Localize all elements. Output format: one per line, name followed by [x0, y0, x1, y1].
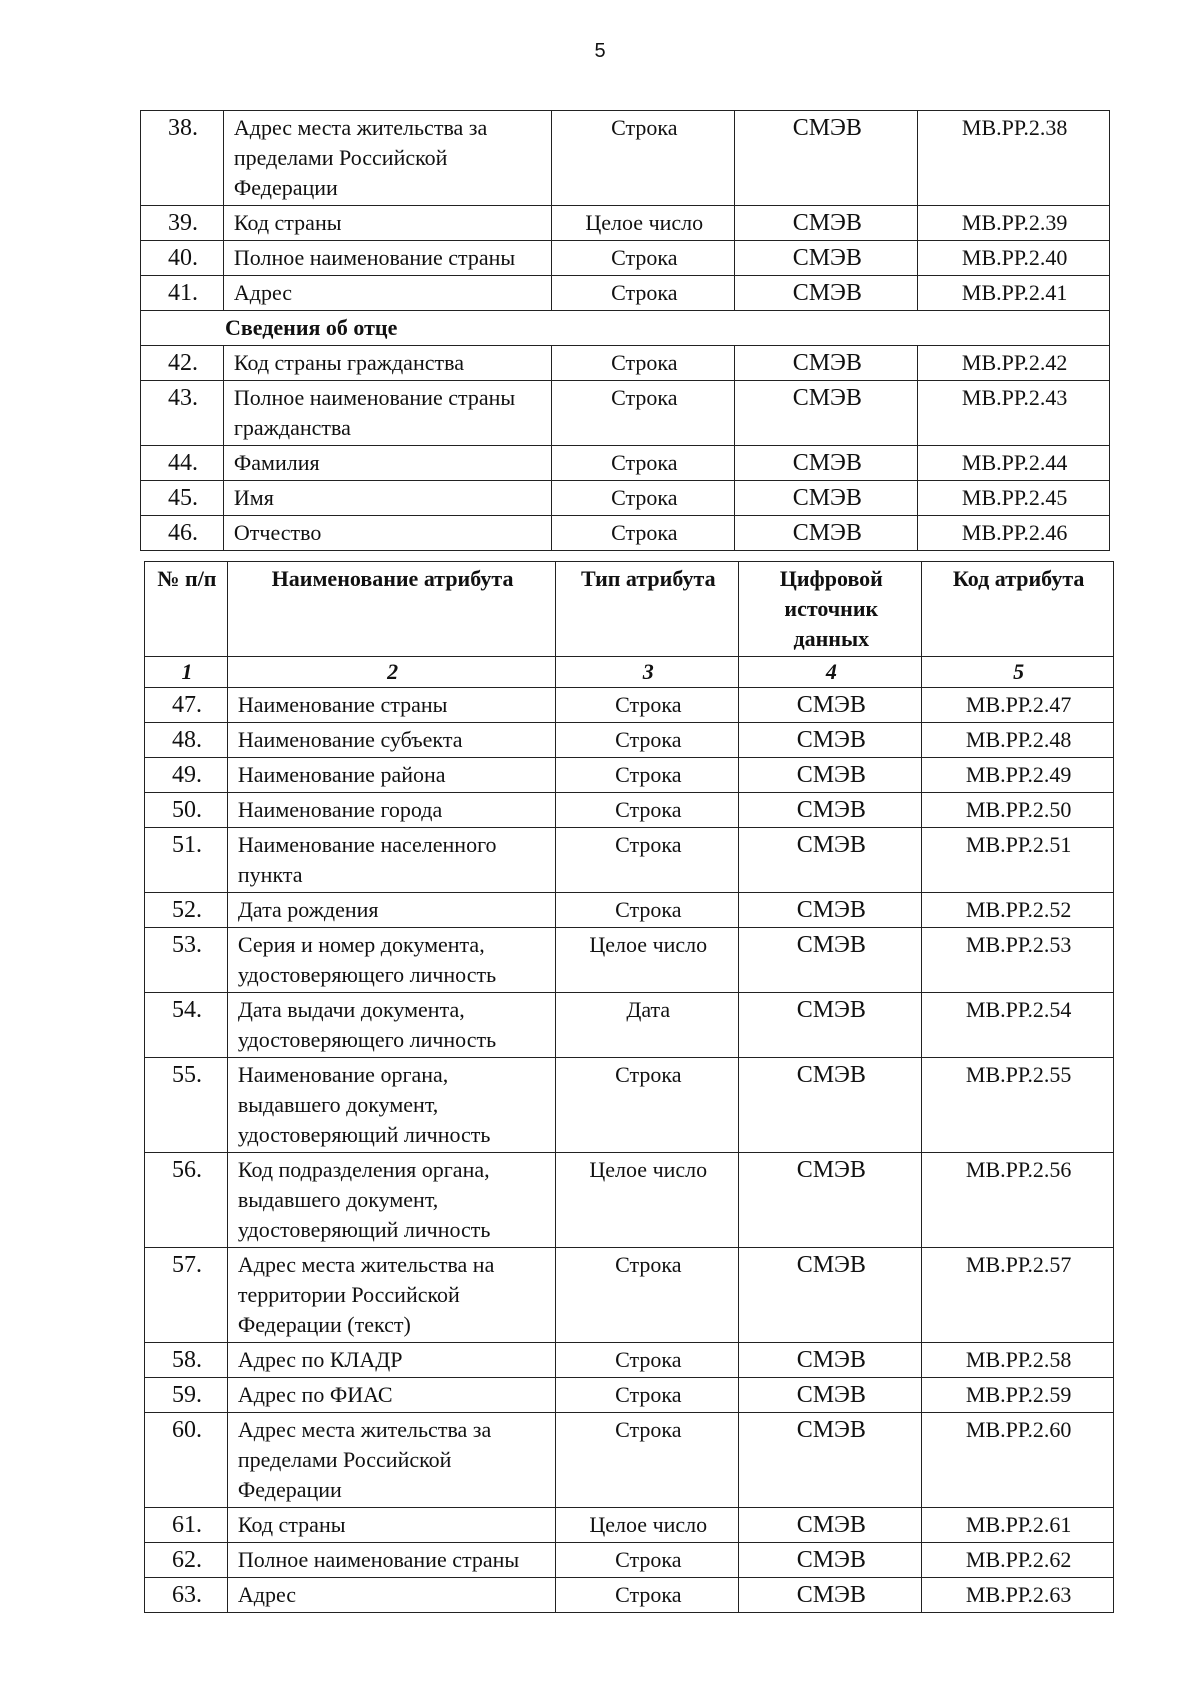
table-header-row	[145, 562, 1114, 657]
data-source: СМЭВ	[735, 241, 918, 276]
attribute-name: Имя	[223, 481, 551, 516]
attribute-type: Строка	[556, 723, 739, 758]
data-source: СМЭВ	[739, 1508, 922, 1543]
attribute-type: Целое число	[552, 206, 735, 241]
column-number-1: 1	[145, 657, 228, 688]
attribute-name: Адрес места жительства на территории Российской Федерации (текст)	[227, 1248, 555, 1343]
attribute-type: Строка	[552, 241, 735, 276]
table-row	[141, 276, 1110, 311]
attribute-name: Наименование страны	[227, 688, 555, 723]
table-row	[145, 893, 1114, 928]
data-source: СМЭВ	[739, 1343, 922, 1378]
row-number: 59.	[145, 1378, 228, 1413]
data-source: СМЭВ	[739, 758, 922, 793]
row-number: 61.	[145, 1508, 228, 1543]
row-number: 42.	[141, 346, 224, 381]
attribute-code: МВ.РР.2.60	[922, 1413, 1114, 1508]
row-number: 46.	[141, 516, 224, 551]
row-number: 55.	[145, 1058, 228, 1153]
attribute-name: Серия и номер документа, удостоверяющего личность	[227, 928, 555, 993]
attribute-name: Адрес по ФИАС	[227, 1378, 555, 1413]
attribute-name: Адрес по КЛАДР	[227, 1343, 555, 1378]
attribute-name: Код страны	[227, 1508, 555, 1543]
attribute-type: Целое число	[556, 1153, 739, 1248]
column-number-3: 3	[556, 657, 739, 688]
attribute-code: МВ.РР.2.62	[922, 1543, 1114, 1578]
data-source: СМЭВ	[739, 1248, 922, 1343]
attribute-code: МВ.РР.2.47	[922, 688, 1114, 723]
row-number: 47.	[145, 688, 228, 723]
data-source: СМЭВ	[739, 928, 922, 993]
column-number-2: 2	[227, 657, 555, 688]
table-row	[141, 481, 1110, 516]
row-number: 50.	[145, 793, 228, 828]
row-number: 51.	[145, 828, 228, 893]
attribute-type: Строка	[556, 688, 739, 723]
attribute-code: МВ.РР.2.59	[922, 1378, 1114, 1413]
table-row	[141, 381, 1110, 446]
attribute-type: Дата	[556, 993, 739, 1058]
attribute-type: Строка	[556, 1248, 739, 1343]
attribute-type: Строка	[556, 758, 739, 793]
data-source: СМЭВ	[739, 1413, 922, 1508]
header-number: № п/п	[145, 562, 228, 657]
row-number: 40.	[141, 241, 224, 276]
header-attribute-name: Наименование атрибута	[227, 562, 555, 657]
attribute-code: МВ.РР.2.54	[922, 993, 1114, 1058]
attribute-name: Адрес	[223, 276, 551, 311]
header-attribute-type: Тип атрибута	[556, 562, 739, 657]
attribute-name: Код страны гражданства	[223, 346, 551, 381]
attribute-code: МВ.РР.2.49	[922, 758, 1114, 793]
table-row	[145, 688, 1114, 723]
attribute-name: Адрес	[227, 1578, 555, 1613]
rows-after-section	[141, 346, 1110, 551]
header-data-source: Цифровой источник данных	[739, 562, 922, 657]
row-number: 52.	[145, 893, 228, 928]
attribute-code: МВ.РР.2.39	[918, 206, 1110, 241]
attribute-name: Наименование города	[227, 793, 555, 828]
table-row	[145, 1543, 1114, 1578]
attribute-code: МВ.РР.2.53	[922, 928, 1114, 993]
attribute-type: Строка	[556, 1543, 739, 1578]
row-number: 56.	[145, 1153, 228, 1248]
table-row	[145, 1378, 1114, 1413]
attribute-code: МВ.РР.2.63	[922, 1578, 1114, 1613]
table-row	[145, 1508, 1114, 1543]
attributes-table	[144, 561, 1114, 1613]
row-number: 43.	[141, 381, 224, 446]
table-row	[141, 111, 1110, 206]
data-source: СМЭВ	[735, 111, 918, 206]
attribute-type: Строка	[552, 446, 735, 481]
table-row	[145, 1153, 1114, 1248]
row-number: 48.	[145, 723, 228, 758]
attribute-code: МВ.РР.2.44	[918, 446, 1110, 481]
data-source: СМЭВ	[739, 1378, 922, 1413]
row-number: 54.	[145, 993, 228, 1058]
data-source: СМЭВ	[739, 793, 922, 828]
table-row	[145, 993, 1114, 1058]
column-number-5: 5	[922, 657, 1114, 688]
attribute-code: МВ.РР.2.43	[918, 381, 1110, 446]
table-row	[145, 1413, 1114, 1508]
table-row	[141, 206, 1110, 241]
attribute-name: Полное наименование страны	[223, 241, 551, 276]
table-row	[145, 828, 1114, 893]
table-row	[145, 758, 1114, 793]
row-number: 45.	[141, 481, 224, 516]
attribute-name: Адрес места жительства за пределами Российской Федерации	[227, 1413, 555, 1508]
table-row	[145, 1578, 1114, 1613]
table-row	[145, 1343, 1114, 1378]
row-number: 57.	[145, 1248, 228, 1343]
attributes-table-continued	[140, 110, 1110, 551]
data-source: СМЭВ	[739, 1543, 922, 1578]
row-number: 58.	[145, 1343, 228, 1378]
page-number: 5	[594, 40, 606, 62]
data-source: СМЭВ	[739, 828, 922, 893]
attribute-type: Строка	[552, 481, 735, 516]
attribute-code: МВ.РР.2.52	[922, 893, 1114, 928]
data-source: СМЭВ	[735, 481, 918, 516]
attribute-code: МВ.РР.2.48	[922, 723, 1114, 758]
attribute-name: Наименование органа, выдавшего документ, удостоверяющий личность	[227, 1058, 555, 1153]
attribute-type: Строка	[552, 381, 735, 446]
attribute-code: МВ.РР.2.58	[922, 1343, 1114, 1378]
data-source: СМЭВ	[735, 516, 918, 551]
attribute-code: МВ.РР.2.56	[922, 1153, 1114, 1248]
attribute-name: Адрес места жительства за пределами Российской Федерации	[223, 111, 551, 206]
attribute-name: Полное наименование страны	[227, 1543, 555, 1578]
attribute-type: Строка	[552, 516, 735, 551]
attribute-type: Строка	[556, 1058, 739, 1153]
attribute-code: МВ.РР.2.55	[922, 1058, 1114, 1153]
row-number: 49.	[145, 758, 228, 793]
data-source: СМЭВ	[735, 446, 918, 481]
section-title: Сведения об отце	[141, 311, 1110, 346]
attribute-name: Наименование района	[227, 758, 555, 793]
table-row	[145, 1058, 1114, 1153]
data-source: СМЭВ	[735, 346, 918, 381]
section-header-body	[141, 311, 1110, 346]
data-source: СМЭВ	[735, 381, 918, 446]
table-row	[141, 446, 1110, 481]
attribute-name: Отчество	[223, 516, 551, 551]
attribute-type: Строка	[556, 1378, 739, 1413]
column-number-4: 4	[739, 657, 922, 688]
table-row	[145, 723, 1114, 758]
attribute-type: Строка	[556, 1578, 739, 1613]
attribute-type: Строка	[556, 828, 739, 893]
column-number-row	[145, 657, 1114, 688]
data-source: СМЭВ	[739, 1153, 922, 1248]
row-number: 41.	[141, 276, 224, 311]
attribute-code: МВ.РР.2.40	[918, 241, 1110, 276]
row-number: 63.	[145, 1578, 228, 1613]
row-number: 60.	[145, 1413, 228, 1508]
data-source: СМЭВ	[735, 276, 918, 311]
header-attribute-code: Код атрибута	[922, 562, 1114, 657]
rows-before-section	[141, 111, 1110, 311]
data-source: СМЭВ	[739, 688, 922, 723]
data-source: СМЭВ	[739, 893, 922, 928]
table-row	[145, 793, 1114, 828]
attribute-type: Строка	[552, 346, 735, 381]
data-source: СМЭВ	[739, 1578, 922, 1613]
table-row	[145, 1248, 1114, 1343]
row-number: 53.	[145, 928, 228, 993]
data-source: СМЭВ	[735, 206, 918, 241]
attribute-name: Дата рождения	[227, 893, 555, 928]
attribute-name: Фамилия	[223, 446, 551, 481]
attribute-type: Строка	[552, 276, 735, 311]
attribute-code: МВ.РР.2.45	[918, 481, 1110, 516]
table-row	[141, 241, 1110, 276]
attribute-code: МВ.РР.2.46	[918, 516, 1110, 551]
table-row	[141, 346, 1110, 381]
data-source: СМЭВ	[739, 723, 922, 758]
attribute-code: МВ.РР.2.38	[918, 111, 1110, 206]
attribute-type: Строка	[552, 111, 735, 206]
attribute-name: Наименование населенного пункта	[227, 828, 555, 893]
section-header-row	[141, 311, 1110, 346]
attribute-name: Наименование субъекта	[227, 723, 555, 758]
attribute-code: МВ.РР.2.42	[918, 346, 1110, 381]
attribute-name: Дата выдачи документа, удостоверяющего личность	[227, 993, 555, 1058]
row-number: 38.	[141, 111, 224, 206]
attribute-code: МВ.РР.2.57	[922, 1248, 1114, 1343]
attribute-type: Строка	[556, 1413, 739, 1508]
attribute-name: Полное наименование страны гражданства	[223, 381, 551, 446]
attribute-code: МВ.РР.2.61	[922, 1508, 1114, 1543]
table-row	[141, 516, 1110, 551]
attribute-name: Код страны	[223, 206, 551, 241]
attribute-type: Целое число	[556, 928, 739, 993]
attribute-code: МВ.РР.2.41	[918, 276, 1110, 311]
row-number: 62.	[145, 1543, 228, 1578]
attribute-type: Строка	[556, 893, 739, 928]
attribute-type: Строка	[556, 1343, 739, 1378]
attribute-code: МВ.РР.2.50	[922, 793, 1114, 828]
attribute-type: Целое число	[556, 1508, 739, 1543]
row-number: 44.	[141, 446, 224, 481]
data-source: СМЭВ	[739, 993, 922, 1058]
attribute-code: МВ.РР.2.51	[922, 828, 1114, 893]
table-body	[145, 688, 1114, 1613]
data-source: СМЭВ	[739, 1058, 922, 1153]
table-row	[145, 928, 1114, 993]
attribute-name: Код подразделения органа, выдавшего документ, удостоверяющий личность	[227, 1153, 555, 1248]
attribute-type: Строка	[556, 793, 739, 828]
row-number: 39.	[141, 206, 224, 241]
